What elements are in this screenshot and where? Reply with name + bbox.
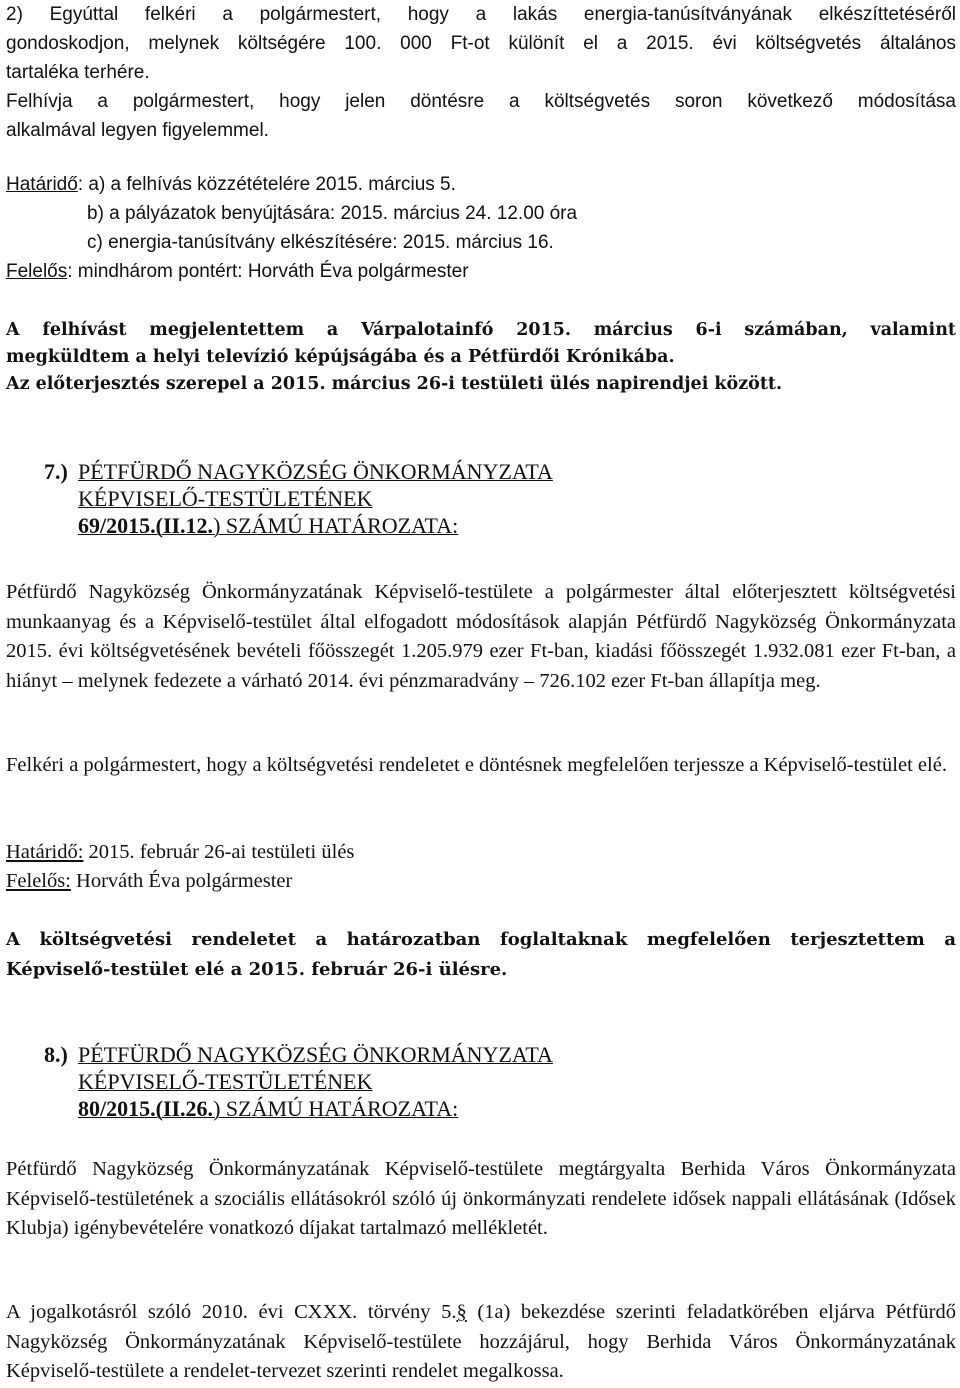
section-7-heading — [44, 458, 553, 539]
section-7-responsible — [6, 867, 292, 897]
report1-line-1: A felhívást megjelentettem a Várpalotainfó 2015. március 6-i számában, valamint — [6, 320, 956, 340]
section-7-deadline — [6, 838, 354, 868]
section-7-title-1: PÉTFÜRDŐ NAGYKÖZSÉG ÖNKORMÁNYZATA — [78, 459, 553, 484]
section-8-paragraph-2-start: A jogalkotásról szóló 2010. évi CXXX. törvény 5. — [6, 1301, 457, 1323]
section-7-title-2: KÉPVISELŐ-TESTÜLETÉNEK — [78, 486, 373, 511]
section-8-title-3: ) SZÁMÚ HATÁROZATA: — [213, 1096, 459, 1121]
intro-line-3: tartaléka terhére. — [6, 62, 150, 83]
intro-line-5: alkalmával legyen figyelemmel. — [6, 120, 269, 141]
section-7-responsible-text: Horváth Éva polgármester — [70, 870, 293, 892]
intro-line-2: gondoskodjon, melynek költségére 100. 000 Ft-ot különít el a 2015. évi költségvetés általános — [6, 33, 956, 54]
responsible-1 — [6, 257, 469, 286]
section-7-title-line-3 — [44, 512, 553, 539]
intro-line-1: 2) Egyúttal felkéri a polgármestert, hogy a lakás energia-tanúsítványának elkészíttetéséről — [6, 4, 956, 25]
report1-line-2: megküldtem a helyi televízió képújságába és a Pétfürdői Krónikába. — [6, 347, 675, 367]
responsible-text: : mindhárom pontért: Horváth Éva polgármester — [67, 261, 469, 282]
section-7-resolution-number: 69/2015.(II.12. — [78, 513, 214, 538]
deadline-label: Határidő — [6, 174, 78, 195]
section-sign: § — [456, 1301, 467, 1323]
section-7-deadline-text: 2015. február 26-ai testületi ülés — [83, 841, 355, 863]
report1-line-3: Az előterjesztés szerepel a 2015. március 26-i testületi ülés napirendjei között. — [6, 374, 783, 394]
section-8-number: 8.) — [44, 1042, 68, 1067]
section-8-paragraph-2-end: (1a) bekezdése szerinti feladatkörében eljárva Pétfürdő Nagyközség Önkormányzatának Képviselő-testülete hozzájárul, hogy Berhida Város Önkormányzatának Képviselő-testülete a rendelet-tervezet szerinti rendelet megalkossa. — [6, 1301, 957, 1382]
section-8-heading — [44, 1041, 553, 1122]
section-7-responsible-label: Felelős: — [6, 870, 71, 892]
deadline-a — [6, 170, 456, 199]
responsible-label: Felelős — [6, 261, 68, 282]
section-8-title-line-3 — [44, 1095, 553, 1122]
section-7-deadline-label: Határidő: — [6, 841, 84, 863]
section-8-title-2: KÉPVISELŐ-TESTÜLETÉNEK — [78, 1069, 373, 1094]
section-7-paragraph-1: Pétfürdő Nagyközség Önkormányzatának Képviselő-testülete a polgármester által előterjesztett költségvetési munkaanyag és a Képviselő-testület által elfogadott módosítások alapján Pétfürdő Nagyközség Önkormányzata 2015. évi költségvetésének bevételi főösszegét 1.205.979 ezer Ft-ban, kiadási főösszegét 1.932.081 ezer Ft-ban, a hiányt – melynek fedezete a várható 2014. évi pénzmaradvány – 726.102 ezer Ft-ban állapítja meg. — [6, 581, 956, 692]
section-7-paragraph-2: Felkéri a polgármestert, hogy a költségvetési rendeletet e döntésnek megfelelően terjessze a Képviselő-testület elé. — [6, 754, 947, 776]
deadline-c: c) energia-tanúsítvány elkészítésére: 2015. március 16. — [87, 232, 554, 253]
section-7-number: 7.) — [44, 459, 68, 484]
intro-line-4: Felhívja a polgármestert, hogy jelen döntésre a költségvetés soron következő módosítása — [6, 91, 956, 112]
deadline-b: b) a pályázatok benyújtására: 2015. március 24. 12.00 óra — [87, 203, 578, 224]
section-8-resolution-number: 80/2015.(II.26. — [78, 1096, 214, 1121]
section-8-paragraph-2 — [6, 1298, 956, 1387]
section-8-paragraph-1: Pétfürdő Nagyközség Önkormányzatának Képviselő-testülete megtárgyalta Berhida Város Önkormányzata Képviselő-testületének a szociális ellátásokról szóló új önkormányzati rendelete idősek nappali ellátásának (Idősek Klubja) igénybevételére vonatkozó díjakat tartalmazó mellékletét. — [6, 1158, 956, 1239]
section-8-title-line-1 — [44, 1041, 553, 1068]
section-7-title-3: ) SZÁMÚ HATÁROZATA: — [213, 513, 459, 538]
section-8-title-1: PÉTFÜRDŐ NAGYKÖZSÉG ÖNKORMÁNYZATA — [78, 1042, 553, 1067]
section-8-title-line-2 — [44, 1068, 553, 1095]
section-7-title-line-1 — [44, 458, 553, 485]
section-7-title-line-2 — [44, 485, 553, 512]
deadline-a-text: : a) a felhívás közzétételére 2015. március 5. — [77, 174, 456, 195]
section-7-report: A költségvetési rendeletet a határozatban foglaltaknak megfelelően terjesztettem a Képviselő-testület elé a 2015. február 26-i ülésre. — [6, 929, 956, 980]
